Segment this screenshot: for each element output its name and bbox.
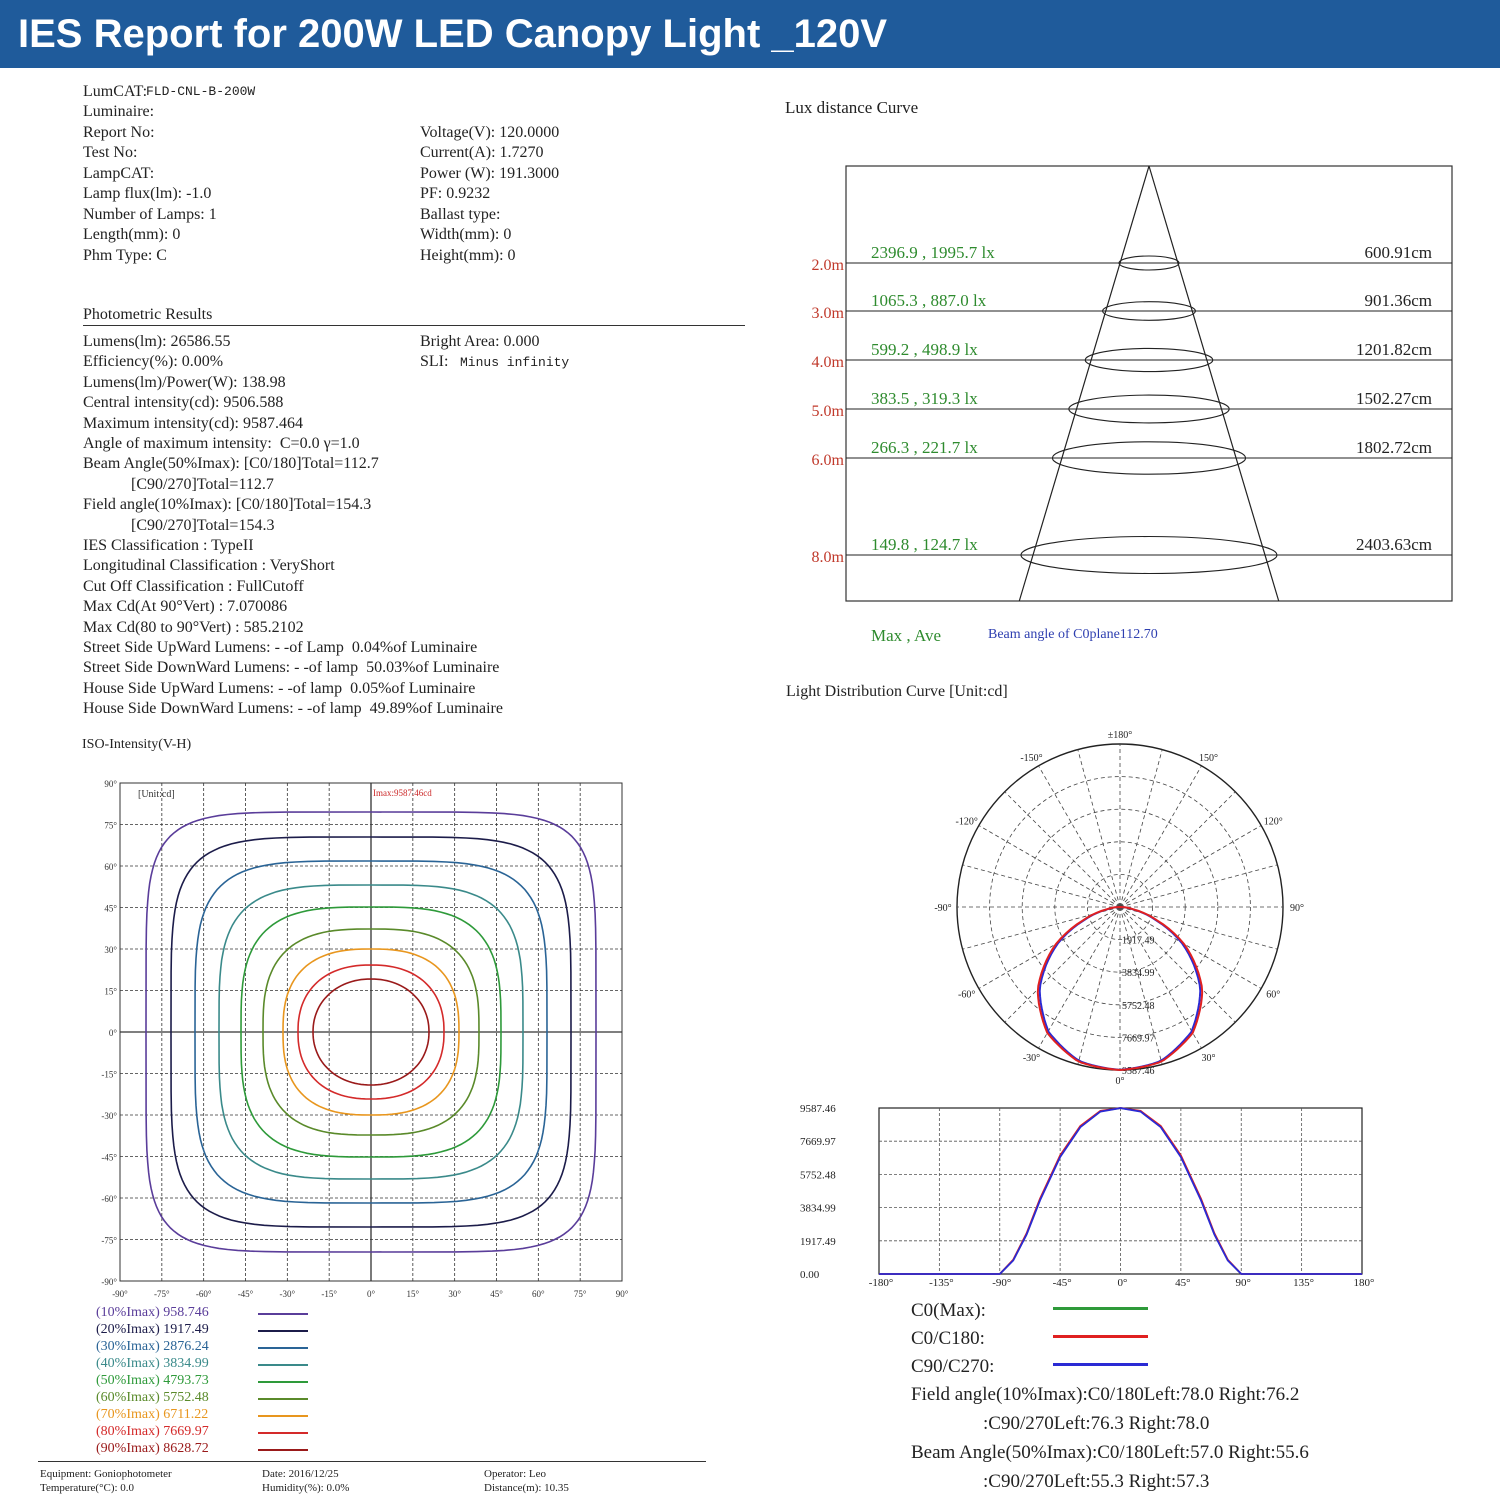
cone-edge-left [1019,166,1149,601]
lux-distance-label: 2.0m [811,257,844,274]
lux-beam-note: Beam angle of C0plane112.70 [988,627,1158,642]
cart-x-tick: -45° [1052,1277,1072,1289]
lumcat-value: FLD-CNL-B-200W [146,84,256,99]
info-right-line: Width(mm): 0 [420,226,512,243]
info-right-line: Height(mm): 0 [420,247,516,264]
lux-values-label: 1065.3 , 887.0 lx [871,291,987,310]
iso-y-tick: -15° [101,1069,117,1080]
iso-y-tick: -60° [101,1194,117,1204]
polar-angle-label: 60° [1266,989,1281,1001]
polar-spoke [1120,750,1162,907]
iso-legend-label: (80%Imax) 7669.97 [96,1424,209,1439]
polar-spoke [1039,766,1121,907]
polar-spoke [1120,865,1277,907]
photometric-line: Central intensity(cd): 9506.588 [83,394,284,412]
lux-diameter-label: 901.36cm [1364,291,1432,310]
polar-ring-label: 1917.49 [1122,935,1155,947]
info-left-line: LumCAT: [83,83,148,100]
iso-legend-label: (60%Imax) 5752.48 [96,1390,209,1405]
photometric-line: Cut Off Classification : FullCutoff [83,577,304,595]
iso-y-tick: 60° [104,862,117,872]
polar-heading: Light Distribution Curve [Unit:cd] [786,683,1008,700]
polar-spoke [979,826,1120,908]
photometric-line: IES Classification : TypeII [83,537,254,554]
iso-y-tick: 75° [104,820,117,831]
cart-x-tick: 90° [1235,1277,1251,1289]
polar-spoke [963,865,1120,907]
polar-angle-label: -150° [1020,753,1043,765]
iso-y-tick: 90° [104,779,117,789]
lux-values-label: 599.2 , 498.9 lx [871,340,978,359]
polar-angle-label: ±180° [1107,730,1133,741]
polar-spoke [979,907,1120,989]
photometric-line: House Side UpWard Lumens: - -of lamp 0.05%of Luminaire [83,679,476,697]
lux-values-label: 2396.9 , 1995.7 lx [871,243,995,262]
polar-angle-label: 150° [1199,753,1218,765]
lux-diameter-label: 1201.82cm [1355,340,1432,359]
iso-x-tick: 90° [615,1289,629,1299]
iso-legend-swatch [258,1364,308,1366]
lux-distance-label: 3.0m [811,305,844,322]
iso-y-tick: -30° [101,1111,117,1121]
info-left-line: Phm Type: C [83,247,167,264]
iso-y-tick: -75° [101,1235,117,1246]
iso-imax-label: Imax:9587.46cd [373,788,432,798]
photometric-line: Street Side DownWard Lumens: - -of lamp 50.03%of Luminaire [83,659,500,677]
cart-legend-swatch [1053,1307,1148,1310]
iso-x-tick: 45° [490,1289,503,1299]
info-left-line: Lamp flux(lm): -1.0 [83,185,212,202]
iso-y-tick: 45° [104,903,117,914]
polar-angle-label: 0° [1115,1076,1125,1087]
iso-y-tick: 15° [104,986,117,997]
photometric-line: Lumens(lm)/Power(W): 138.98 [83,373,286,391]
iso-legend-swatch [258,1313,308,1315]
iso-legend-swatch [258,1381,308,1383]
cart-x-tick: -90° [992,1277,1012,1289]
cart-y-tick: 1917.49 [800,1235,836,1248]
iso-y-tick: -45° [101,1152,117,1163]
photometric-line: Angle of maximum intensity: C=0.0 γ=1.0 [83,435,360,452]
header-banner [0,0,1500,68]
polar-ring-label: 5752.48 [1122,1000,1155,1012]
iso-legend-label: (70%Imax) 6711.22 [96,1407,209,1422]
photometric-line: Maximum intensity(cd): 9587.464 [83,414,303,432]
polar-angle-label: 30° [1201,1052,1216,1064]
footer-rule [38,1461,706,1462]
polar-spoke [1120,766,1202,907]
iso-y-tick: 30° [104,945,117,955]
cart-y-tick: 9587.46 [800,1103,836,1115]
lux-distance-chart [780,150,1480,670]
photometric-line: Efficiency(%): 0.00% [83,353,224,371]
info-right-line: Power (W): 191.3000 [420,165,560,182]
info-left-line: Number of Lamps: 1 [83,206,217,223]
iso-x-tick: 0° [366,1289,376,1299]
iso-x-tick: -60° [195,1289,212,1299]
photometric-line: [C90/270]Total=112.7 [83,475,274,493]
cart-x-tick: -180° [868,1277,894,1289]
photometric-line: Beam Angle(50%Imax): [C0/180]Total=112.7 [83,455,379,473]
polar-spoke [1039,907,1121,1048]
cartesian-distribution-chart [790,1095,1410,1295]
iso-legend-swatch [258,1398,308,1400]
page-title: IES Report for 200W LED Canopy Light _120V [18,12,888,56]
iso-legend-swatch [258,1330,308,1332]
info-left-line: Test No: [83,144,138,161]
info-right-line: Ballast type: [420,206,501,223]
iso-x-tick: 15° [406,1289,420,1299]
sli-value: Minus infinity [460,355,570,370]
iso-legend-label: (40%Imax) 3834.99 [96,1356,209,1371]
cart-y-tick: 0.00 [800,1269,820,1281]
angle-summary-line: Beam Angle(50%Imax):C0/180Left:57.0 Right:55.6 [911,1442,1309,1463]
sli-label: SLI: [420,353,449,370]
iso-legend-label: (10%Imax) 958.746 [96,1305,209,1320]
iso-x-tick: -15° [321,1289,337,1299]
cart-x-tick: 135° [1293,1277,1315,1289]
footer-operator: Operator: Leo [484,1468,546,1480]
lux-distance-label: 8.0m [811,549,844,566]
lux-distance-label: 6.0m [811,452,844,469]
polar-spoke [1005,792,1120,907]
photometric-line: Lumens(lm): 26586.55 [83,333,231,350]
cart-legend-label: C90/C270: [911,1356,995,1377]
photometric-line: [C90/270]Total=154.3 [83,516,275,534]
footer-temperature: Temperature(°C): 0.0 [40,1482,135,1494]
info-left-line: Luminaire: [83,103,155,120]
cart-y-tick: 5752.48 [800,1169,836,1182]
lux-values-label: 383.5 , 319.3 lx [871,389,978,408]
cart-x-tick: 180° [1353,1277,1375,1289]
polar-spoke [1078,750,1120,907]
polar-spoke [1005,907,1120,1022]
footer-distance: Distance(m): 10.35 [484,1482,569,1494]
iso-heading: ISO-Intensity(V-H) [82,737,192,752]
polar-angle-label: -120° [955,816,978,828]
cart-x-tick: 0° [1117,1277,1128,1289]
iso-legend-label: (50%Imax) 4793.73 [96,1373,209,1388]
iso-x-tick: -75° [154,1289,170,1299]
iso-x-tick: -45° [237,1289,254,1299]
lux-diameter-label: 1502.27cm [1355,389,1432,408]
iso-legend-label: (90%Imax) 8628.72 [96,1441,209,1456]
bright-area: Bright Area: 0.000 [420,333,540,350]
iso-y-tick: 0° [108,1028,117,1038]
iso-x-tick: 30° [448,1289,461,1299]
iso-x-tick: -90° [112,1289,128,1299]
lux-max-ave: Max , Ave [871,626,942,645]
angle-summary-line: :C90/270Left:76.3 Right:78.0 [983,1413,1210,1434]
footer-humidity: Humidity(%): 0.0% [262,1482,350,1494]
photometric-line: Max Cd(At 90°Vert) : 7.070086 [83,598,288,616]
info-right-line: Voltage(V): 120.0000 [420,124,560,141]
polar-spoke [1078,907,1120,1064]
info-left-line: LampCAT: [83,165,155,182]
lux-heading: Lux distance Curve [785,98,919,117]
polar-ring-label: 3834.99 [1122,968,1155,980]
info-left-line: Length(mm): 0 [83,226,181,243]
polar-ring-label: 7669.97 [1122,1033,1155,1045]
polar-angle-label: 90° [1290,903,1304,914]
cart-y-tick: 3834.99 [800,1202,836,1215]
polar-spoke [1120,792,1235,907]
cart-legend-swatch [1053,1363,1148,1366]
lux-distance-label: 5.0m [811,403,844,420]
iso-y-tick: -90° [101,1277,117,1287]
cart-y-tick: 7669.97 [800,1136,836,1149]
info-right-line: PF: 0.9232 [420,185,491,202]
iso-x-tick: 60° [532,1289,545,1299]
info-right-line: Current(A): 1.7270 [420,144,544,161]
cart-x-tick: -135° [929,1277,954,1289]
polar-spoke [1120,826,1261,908]
angle-summary-line: Field angle(10%Imax):C0/180Left:78.0 Right:76.2 [911,1384,1300,1405]
polar-ring-label: 9587.46 [1122,1066,1155,1077]
iso-intensity-chart [90,775,650,1305]
iso-x-tick: 75° [573,1289,587,1299]
photometric-line: House Side DownWard Lumens: - -of lamp 49.89%of Luminaire [83,700,503,718]
polar-angle-label: -90° [934,903,952,914]
polar-angle-label: 120° [1263,816,1283,828]
photometric-line: Field angle(10%Imax): [C0/180]Total=154.3 [83,496,372,514]
polar-distribution-chart [910,720,1330,1087]
photometric-line: Longitudinal Classification : VeryShort [83,557,335,575]
lux-diameter-label: 600.91cm [1364,243,1432,262]
cart-legend-swatch [1053,1335,1148,1338]
iso-legend-label: (30%Imax) 2876.24 [96,1339,209,1354]
cone-edge-right [1149,166,1279,601]
photometric-line: Street Side UpWard Lumens: - -of Lamp 0.04%of Luminaire [83,639,478,656]
footer-date: Date: 2016/12/25 [262,1468,339,1480]
cart-legend-label: C0/C180: [911,1328,985,1349]
iso-unit-label: [Unit:cd] [138,789,175,800]
iso-legend-swatch [258,1449,308,1451]
lux-diameter-label: 1802.72cm [1355,438,1432,457]
lux-values-label: 266.3 , 221.7 lx [871,438,978,457]
cart-x-tick: 45° [1175,1277,1191,1289]
cart-legend-label: C0(Max): [911,1300,986,1321]
iso-x-tick: -30° [279,1289,296,1299]
iso-legend-label: (20%Imax) 1917.49 [96,1322,209,1337]
iso-legend-swatch [258,1432,308,1434]
iso-legend-swatch [258,1347,308,1349]
photometric-rule [83,325,745,326]
iso-legend-swatch [258,1415,308,1417]
photometric-line: Max Cd(80 to 90°Vert) : 585.2102 [83,618,304,636]
polar-angle-label: -30° [1022,1052,1041,1064]
lux-distance-label: 4.0m [811,354,844,371]
lux-values-label: 149.8 , 124.7 lx [871,535,978,554]
info-left-line: Report No: [83,124,155,141]
polar-angle-label: -60° [958,989,976,1001]
photometric-heading: Photometric Results [83,306,213,323]
lux-diameter-label: 2403.63cm [1355,535,1432,554]
angle-summary-line: :C90/270Left:55.3 Right:57.3 [983,1471,1210,1492]
footer-equipment: Equipment: Goniophotometer [40,1468,172,1480]
